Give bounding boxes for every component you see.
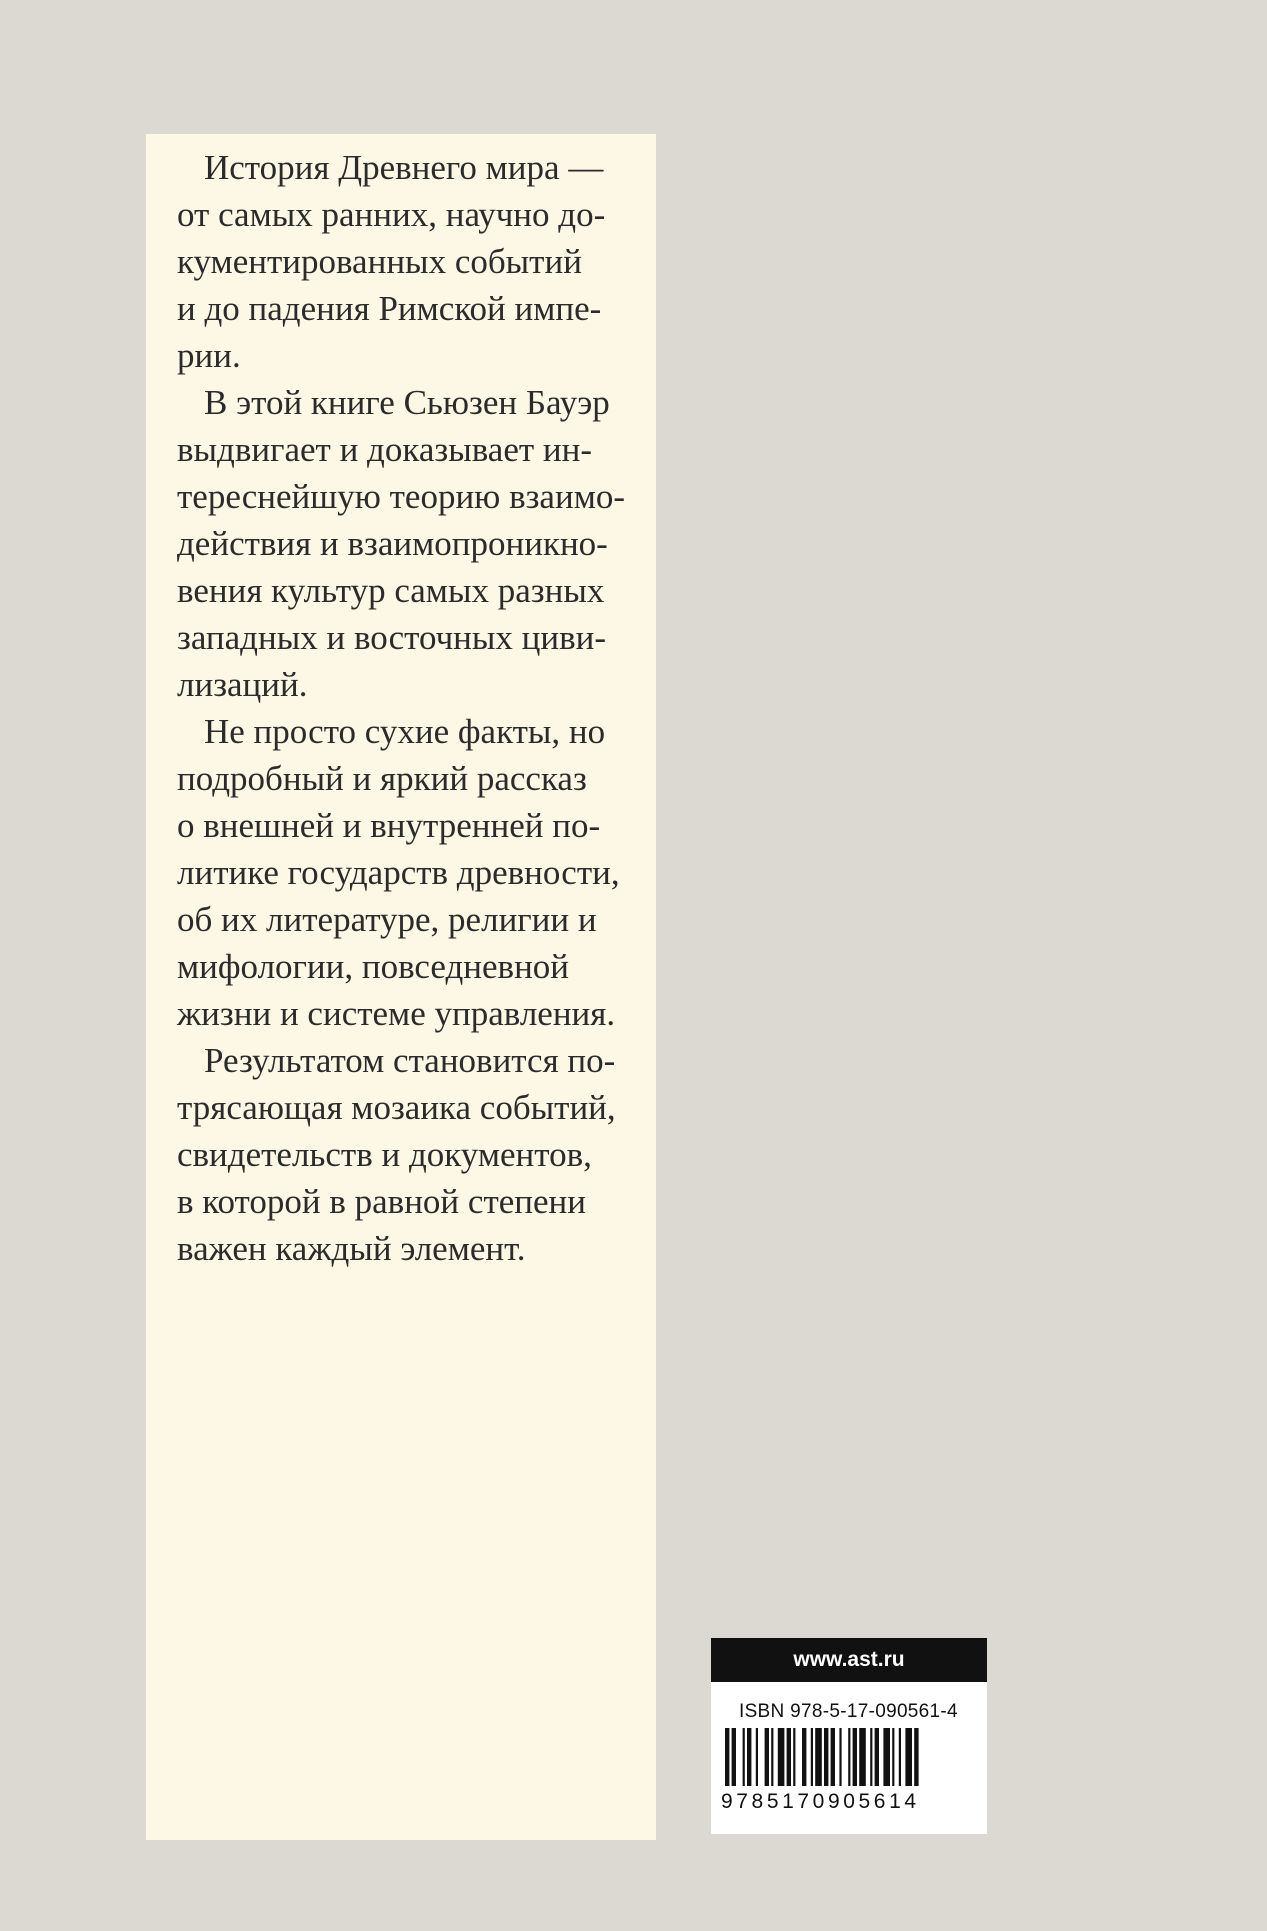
barcode-bar <box>899 1728 901 1786</box>
text-line: свидетельств и документов, <box>177 1135 592 1174</box>
barcode-bar <box>914 1728 918 1786</box>
text-line: трясающая мозаика событий, <box>177 1088 616 1127</box>
text-line: рии. <box>177 336 241 375</box>
barcode-bar <box>771 1728 773 1786</box>
barcode-bar <box>839 1728 841 1786</box>
text-line: жизни и системе управления. <box>177 994 616 1033</box>
text-line: западных и восточных циви- <box>177 618 607 657</box>
text-line: действия и взаимопроникно- <box>177 524 608 563</box>
paragraph-1 <box>177 144 647 379</box>
paragraph-4 <box>177 1037 647 1272</box>
barcode-bar <box>848 1728 850 1786</box>
barcode-bar <box>747 1728 751 1786</box>
text-line: важен каждый элемент. <box>177 1229 526 1268</box>
text-line: В этой книге Сьюзен Бауэр <box>204 383 610 422</box>
barcode-bar <box>905 1728 912 1786</box>
barcode-bar <box>756 1728 758 1786</box>
barcode-bar <box>815 1728 822 1786</box>
text-line: История Древнего мира — <box>204 148 604 187</box>
barcode-bar <box>793 1728 795 1786</box>
text-line: литике государств древности, <box>177 853 620 892</box>
text-line: Результатом становится по- <box>204 1041 616 1080</box>
barcode-bar <box>811 1728 813 1786</box>
barcode-bar <box>725 1728 729 1786</box>
barcode-bar <box>875 1728 879 1786</box>
barcode-label <box>711 1638 987 1834</box>
barcode-bar <box>870 1728 872 1786</box>
text-line: кументированных событий <box>177 242 582 281</box>
paragraph-2 <box>177 379 647 708</box>
barcode-bar <box>802 1728 806 1786</box>
barcode-bar <box>859 1728 866 1786</box>
barcode-bar <box>824 1728 828 1786</box>
text-line: от самых ранних, научно до- <box>177 195 606 234</box>
text-line: Не просто сухие факты, но <box>204 712 606 751</box>
barcode-bar <box>732 1728 736 1786</box>
barcode-bar <box>892 1728 894 1786</box>
barcode-digits: 9785170905614 <box>721 1790 920 1813</box>
barcode-bar <box>787 1728 791 1786</box>
text-line: выдвигает и доказывает ин- <box>177 430 593 469</box>
description-text <box>177 144 647 1272</box>
barcode-bar <box>778 1728 785 1786</box>
text-line: о внешней и внутренней по- <box>177 806 601 845</box>
text-line: в которой в равной степени <box>177 1182 586 1221</box>
text-line: подробный и яркий рассказ <box>177 759 587 798</box>
barcode-bar <box>853 1728 857 1786</box>
barcode-image <box>725 1728 973 1786</box>
text-line: лизаций. <box>177 665 308 704</box>
text-line: мифологии, повседневной <box>177 947 570 986</box>
barcode-bar <box>765 1728 769 1786</box>
text-line: об их литературе, религии и <box>177 900 597 939</box>
paragraph-3 <box>177 708 647 1037</box>
barcode-bar <box>743 1728 745 1786</box>
barcode-bar <box>883 1728 890 1786</box>
website-url[interactable]: www.ast.ru <box>711 1638 987 1682</box>
isbn-text: ISBN 978-5-17-090561-4 <box>739 1701 958 1722</box>
barcode-bar <box>831 1728 835 1786</box>
text-line: вения культур самых разных <box>177 571 605 610</box>
text-line: тереснейшую теорию взаимо- <box>177 477 625 516</box>
description-panel <box>146 134 656 1840</box>
text-line: и до падения Римской импе- <box>177 289 602 328</box>
